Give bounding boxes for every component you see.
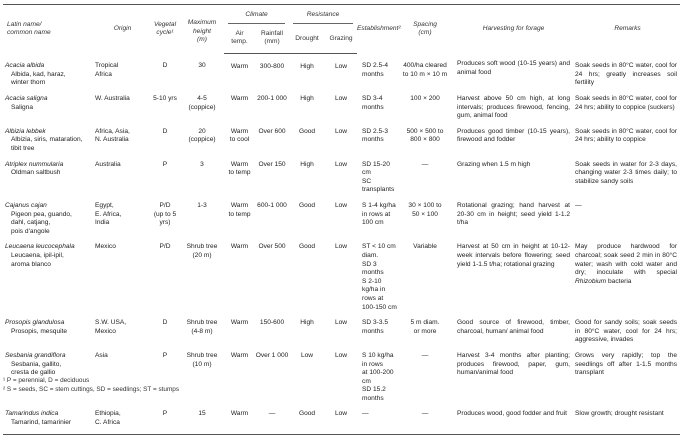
drought-cell: Low: [300, 351, 314, 359]
vegetal-cycle-cell: P: [162, 160, 168, 168]
remarks-cell: Soak seeds in 80°C water, cool for 24 hrs; ability to coppice: [575, 127, 678, 144]
origin-cell: S.W. USA, Mexico: [95, 319, 127, 335]
header-remarks: Remarks: [614, 24, 641, 32]
vegetal-cycle-cell: P: [162, 351, 168, 359]
scientific-name: Leucaena leucocephala: [5, 243, 75, 251]
grazing-cell: Low: [334, 62, 348, 70]
rainfall-cell: 200-1 000: [257, 95, 287, 103]
origin-cell: Tropical Africa: [95, 62, 119, 78]
vegetal-cycle-cell: D: [162, 319, 168, 327]
header-resistance: Resistance: [293, 11, 353, 24]
header-establishment: Establishment²: [357, 24, 401, 32]
vegetal-cycle-cell: P: [150, 403, 180, 434]
footnote-establishment: ² S = seeds, SC = stem cuttings, SD = seedlings; ST = stumps: [3, 386, 180, 393]
scientific-name: Cajanus cajan: [5, 202, 47, 209]
latin-name-cell: [3, 236, 95, 312]
common-name: Tamarind, tamarinier: [11, 419, 72, 427]
max-height-cell: 15: [180, 403, 224, 434]
latin-name-cell: [3, 121, 95, 154]
grazing-cell: Low: [334, 127, 348, 135]
remarks-cell: Grows very rapidly; top the seedlings off after 1-1.5 months transplant: [575, 351, 678, 377]
table-row: [3, 403, 680, 434]
table-row: [3, 53, 680, 88]
spacing-cell: —: [421, 351, 429, 359]
establishment-cell: S 1-4 kg/ha in rows at 100 cm: [362, 202, 396, 227]
drought-cell: High: [300, 95, 314, 103]
drought-cell: Good: [298, 243, 316, 251]
origin-cell: Mexico: [95, 243, 116, 251]
common-name: Sesbania, gallito, cresta de gallio: [11, 360, 62, 377]
harvesting-cell: Produces good timber (10-15 years), firewood and fodder: [457, 127, 571, 144]
grazing-cell: Low: [334, 319, 348, 327]
air-temp-cell: Warm: [224, 403, 255, 434]
max-height-cell: 30: [198, 62, 206, 70]
harvesting-cell: Harvest 3-4 months after planting; produces firewood, paper, gum, human/animal food: [457, 351, 571, 377]
establishment-cell: SD 3-4 months: [362, 95, 384, 111]
harvesting-cell: Produces soft wood (10-15 years) and animal food: [457, 60, 571, 76]
header-rainfall: Rainfall (mm): [255, 26, 289, 54]
common-name: Pigeon pea, guando, dahl, catjang, pois d'angole: [11, 210, 72, 235]
scientific-name: Acacia albida: [5, 62, 45, 70]
drought-cell: Good: [289, 403, 325, 434]
rainfall-cell: Over 600: [258, 127, 286, 135]
air-temp-cell: Warm to temp: [228, 160, 251, 177]
air-temp-cell: Warm to cool: [229, 127, 250, 144]
scientific-name: Prosopis glandulosa: [5, 319, 65, 327]
common-name: Albizia, siris, mataration, tibit tree: [11, 136, 83, 153]
spacing-cell: Variable: [413, 243, 437, 251]
drought-cell: Good: [298, 202, 316, 209]
latin-name-cell: [3, 403, 95, 434]
header-max-height: Maximum height (m): [187, 19, 217, 44]
origin-cell: Egypt, E. Africa, India: [95, 202, 122, 227]
harvesting-cell: Produces wood, good fodder and fruit: [452, 403, 575, 434]
rainfall-cell: Over 150: [258, 160, 286, 168]
forage-species-table: [3, 4, 680, 435]
air-temp-cell: Warm: [230, 95, 249, 103]
table-row: [3, 88, 680, 121]
origin-cell: W. Australia: [95, 95, 130, 103]
table-row: [3, 236, 680, 312]
grazing-cell: Low: [334, 202, 348, 209]
header-harvesting: Harvesting for forage: [482, 24, 545, 32]
harvesting-cell: Good source of firewood, timber, charcoal, human/ animal food: [457, 319, 571, 335]
remarks-cell: Soak seeds in 80°C water, cool for 24 hrs; greatly increases soil fertility: [575, 62, 678, 87]
latin-name-cell: [3, 195, 95, 236]
air-temp-cell: Warm to temp: [228, 202, 251, 218]
max-height-cell: 20 (coppice): [188, 127, 216, 144]
spacing-cell: 5 m diam. or more: [410, 319, 440, 335]
rainfall-cell: Over 500: [258, 243, 286, 251]
grazing-cell: Low: [334, 95, 348, 103]
common-name: Prosopis, mesquite: [11, 327, 68, 335]
origin-cell: Asia: [95, 351, 108, 359]
common-name: Albida, kad, haraz, winter thorn: [11, 70, 66, 87]
remarks-cell: Soak seeds in water for 2-3 days, changing water 2-3 times daily; to stabilize sandy soils: [575, 160, 678, 185]
vegetal-cycle-cell: 5-10 yrs: [153, 95, 177, 103]
latin-name-cell: [3, 312, 95, 345]
spacing-cell: —: [421, 160, 429, 168]
rainfall-cell: 600-1 000: [257, 202, 287, 209]
establishment-cell: S 10 kg/ha in rows at 100-200 cm SD 15.2 months: [362, 351, 394, 402]
establishment-cell: SD 2.5-4 months: [362, 62, 389, 78]
header-spacing: Spacing (cm): [413, 20, 437, 37]
remarks-cell: Good for sandy soils; soak seeds in 80°C water, cool for 24 hrs; aggressive, invades: [575, 319, 678, 344]
header-grazing: Grazing: [325, 26, 357, 54]
origin-cell: Africa, Asia, N. Australia: [95, 127, 130, 144]
spacing-cell: 30 × 100 to 50 × 100: [408, 202, 442, 218]
header-air-temp: Air temp.: [224, 26, 255, 54]
remarks-cell: May produce hardwood for charcoal; soak seed 2 min in 80°C water; wash with cold water and dry; inoculate with special Rhizobium bacteria: [575, 243, 678, 285]
common-name: Oldman saltbush: [11, 169, 61, 177]
grazing-cell: Low: [334, 351, 348, 359]
air-temp-cell: Warm: [230, 351, 249, 359]
latin-name-cell: [3, 88, 95, 121]
header-latin-name: Latin name/ common name: [7, 20, 51, 37]
table-row: [3, 154, 680, 195]
air-temp-cell: Warm: [230, 62, 249, 70]
scientific-name: Albizia lebbek: [5, 127, 46, 135]
table-row: [3, 195, 680, 236]
header-drought: Drought: [289, 26, 325, 54]
header-origin: Origin: [113, 24, 132, 32]
max-height-cell: Shrub tree (10 m): [186, 351, 218, 368]
grazing-cell: Low: [325, 403, 357, 434]
max-height-cell: 4-5 (coppice): [188, 95, 216, 111]
table-row: [3, 345, 680, 404]
establishment-cell: SD 15-20 cm SC transplants: [362, 160, 395, 194]
harvesting-cell: Harvest at 50 cm in height at 10-12-week intervals before flowering; seed yield 1-1.5 t/ha; rotational grazing: [457, 243, 571, 268]
remarks-cell: Soak seeds in 80°C water, cool for 24 hrs; ability to coppice (suckers): [575, 95, 678, 111]
harvesting-cell: Harvest above 50 cm high, at long intervals; produces firewood, fencing, gum, animal food: [457, 95, 571, 120]
rhizobium-italic: Rhizobium: [575, 277, 607, 285]
establishment-cell: —: [357, 403, 398, 434]
air-temp-cell: Warm: [230, 243, 249, 251]
vegetal-cycle-cell: P/D (up to 5 yrs): [153, 202, 177, 227]
remarks-cell: —: [575, 202, 582, 209]
latin-name-cell: [3, 53, 95, 88]
table-row: [3, 121, 680, 154]
scientific-name: Tamarindus indica: [5, 410, 59, 418]
scientific-name: Sesbania grandiflora: [5, 351, 66, 359]
vegetal-cycle-cell: D: [162, 62, 168, 70]
air-temp-cell: Warm: [230, 319, 249, 327]
vegetal-cycle-cell: D: [162, 127, 168, 135]
origin-cell: Australia: [95, 160, 121, 168]
establishment-cell: SD 3-3.5 months: [362, 319, 389, 335]
spacing-cell: 400/ha cleared to 10 m × 10 m: [402, 62, 448, 78]
scientific-name: Acacia saligna: [5, 95, 48, 103]
common-name: Saligna: [11, 103, 33, 111]
scientific-name: Atriplex nummularia: [5, 160, 64, 168]
grazing-cell: Low: [334, 160, 348, 168]
remarks-cell: Slow growth; drought resistant: [575, 403, 680, 434]
header-vegetal-cycle: Vegetal cycle¹: [153, 20, 177, 37]
spacing-cell: —: [398, 403, 452, 434]
grazing-cell: Low: [334, 243, 348, 251]
max-height-cell: Shrub tree (20 m): [186, 243, 218, 259]
latin-name-cell: [3, 154, 95, 195]
drought-cell: High: [300, 319, 314, 327]
spacing-cell: 100 × 200: [410, 95, 440, 103]
harvesting-cell: Rotational grazing; hand harvest at 20-30 cm in height; seed yield 1-1.2 t/ha: [457, 202, 571, 227]
spacing-cell: 500 × 500 to 800 × 800: [406, 127, 444, 144]
drought-cell: High: [300, 160, 314, 168]
max-height-cell: 1-3: [197, 202, 207, 209]
establishment-cell: ST < 10 cm diam. SD 3 months S 2-10 kg/ha in rows at 100-150 cm: [362, 243, 397, 311]
rainfall-cell: —: [255, 403, 289, 434]
vegetal-cycle-cell: P/D: [159, 243, 171, 251]
rainfall-cell: Over 1 000: [255, 351, 289, 359]
rainfall-cell: 150-600: [259, 319, 285, 327]
establishment-cell: SD 2.5-3 months: [362, 127, 389, 144]
drought-cell: Good: [298, 127, 316, 135]
max-height-cell: Shrub tree (4-8 m): [186, 319, 218, 335]
header-climate: Climate: [228, 11, 285, 24]
rainfall-cell: 300-800: [259, 62, 285, 70]
max-height-cell: 3: [200, 160, 204, 168]
table-row: [3, 312, 680, 345]
common-name: Leucaena, ipil-ipil, aroma blanco: [11, 251, 64, 268]
drought-cell: High: [300, 62, 314, 70]
harvesting-cell: Grazing when 1.5 m high: [457, 160, 531, 168]
origin-cell: Ethiopia, C. Africa: [95, 403, 150, 434]
latin-name-cell: [3, 345, 95, 404]
footnote-vegetal-cycle: ¹ P = perennial, D = deciduous: [3, 377, 90, 384]
